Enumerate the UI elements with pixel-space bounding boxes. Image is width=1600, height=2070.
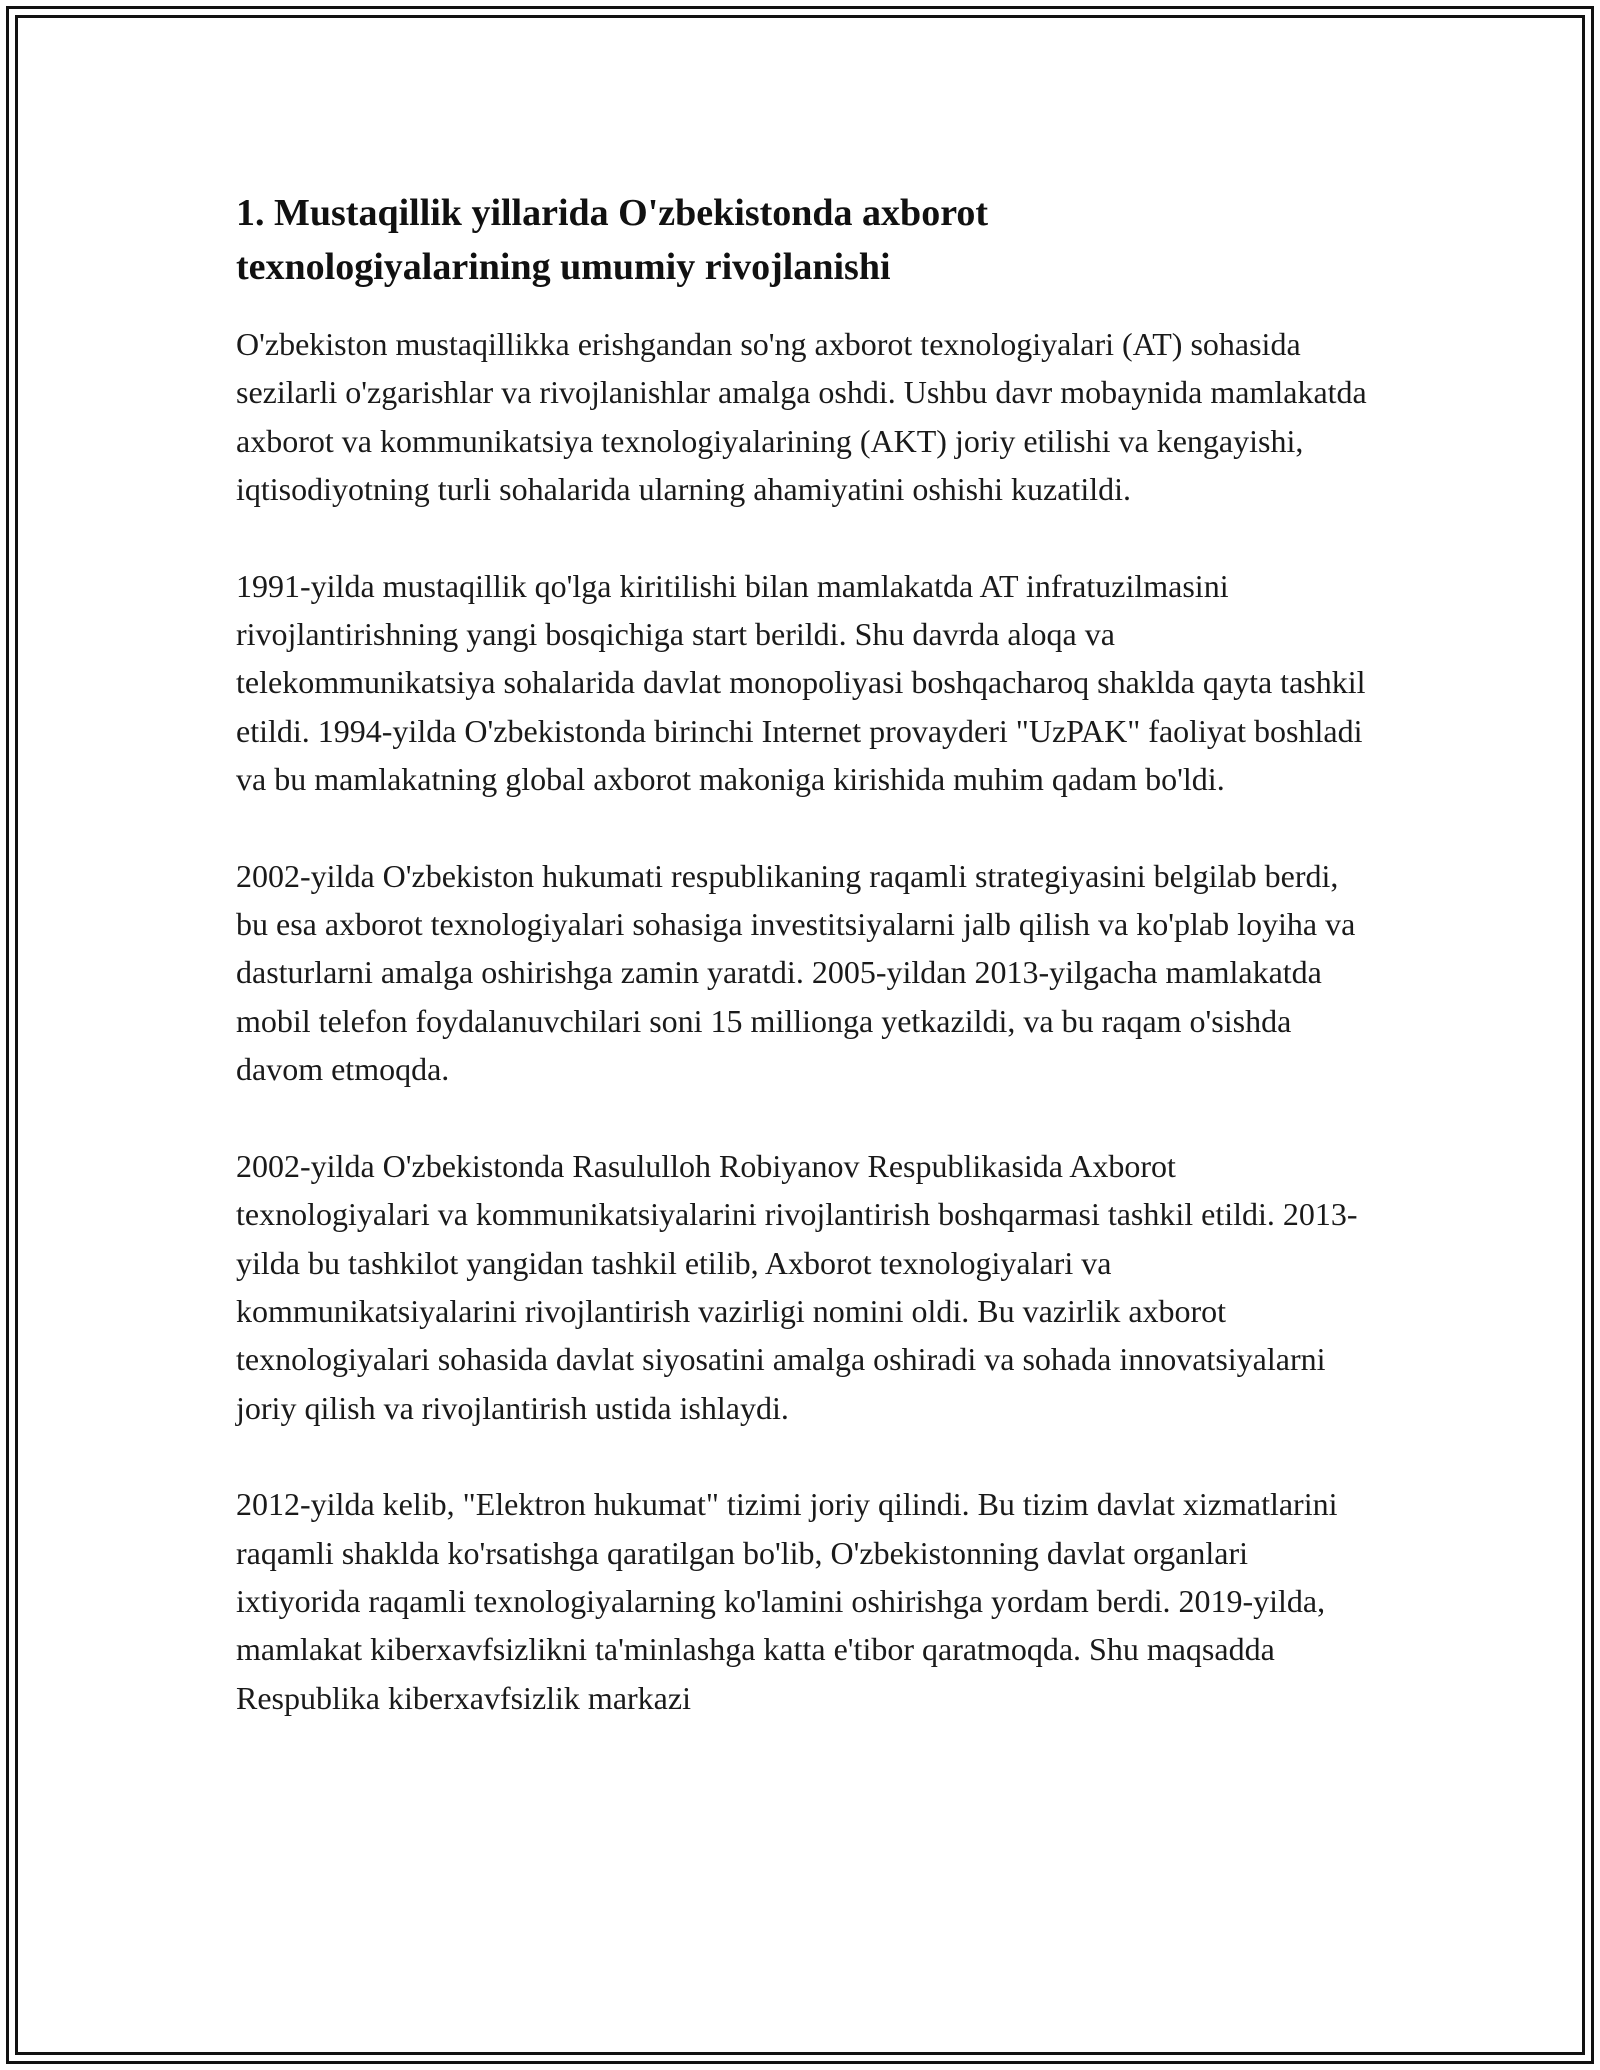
paragraph-1: O'zbekiston mustaqillikka erishgandan so'ng axborot texnologiyalari (AT) sohasida sezilarli o'zgarishlar va rivojlanishlar amalga oshdi. Ushbu davr mobaynida mamlakatda axborot va kommunikatsiya texnologiyalarining (AKT) joriy etilishi va kengayishi, iqtisodiyotning turli sohalarida ularning ahamiyatini oshishi kuzatildi. — [236, 326, 1367, 508]
section-heading-line-1: 1. Mustaqillik yillarida O'zbekistonda axborot — [236, 192, 989, 234]
section-heading — [236, 186, 1376, 294]
document-body — [236, 186, 1376, 1770]
paragraph-2: 1991-yilda mustaqillik qo'lga kiritilishi bilan mamlakatda AT infratuzilmasini rivojlantirishning yangi bosqichiga start berildi. Shu davrda aloqa va telekommunikatsiya sohalarida davlat monopoliyasi boshqacharoq shaklda qayta tashkil etildi. 1994-yilda O'zbekistonda birinchi Internet provayderi "UzPAK" faoliyat boshladi va bu mamlakatning global axborot makoniga kirishida muhim qadam bo'ldi. — [236, 567, 1366, 798]
paragraph-3: 2002-yilda O'zbekiston hukumati respublikaning raqamli strategiyasini belgilab berdi, bu esa axborot texnologiyalari sohasiga investitsiyalarni jalb qilish va ko'plab loyiha va dasturlarni amalga oshirishga zamin yaratdi. 2005-yildan 2013-yilgacha mamlakatda mobil telefon foydalanuvchilari soni 15 millionga yetkazildi, va bu raqam o'sishda davom etmoqda. — [236, 857, 1356, 1088]
paragraph-5: 2012-yilda kelib, "Elektron hukumat" tizimi joriy qilindi. Bu tizim davlat xizmatlarini raqamli shaklda ko'rsatishga qaratilgan bo'lib, O'zbekistonning davlat organlari ixtiyorida raqamli texnologiyalarning ko'lamini oshirishga yordam berdi. 2019-yilda, mamlakat kiberxavfsizlikni ta'minlashga katta e'tibor qaratmoqda. Shu maqsadda Respublika kiberxavfsizlik markazi — [236, 1486, 1338, 1716]
paragraph-4: 2002-yilda O'zbekistonda Rasululloh Robiyanov Respublikasida Axborot texnologiyalari va kommunikatsiyalarini rivojlantirish boshqarmasi tashkil etildi. 2013-yilda bu tashkilot yangidan tashkil etilib, Axborot texnologiyalari va kommunikatsiyalarini rivojlantirish vazirligi nomini oldi. Bu vazirlik axborot texnologiyalari sohasida davlat siyosatini amalga oshiradi va sohada innovatsiyalarni joriy qilish va rivojlantirish ustida ishlaydi. — [236, 1147, 1358, 1426]
section-heading-line-2: texnologiyalarining umumiy rivojlanishi — [236, 246, 891, 288]
